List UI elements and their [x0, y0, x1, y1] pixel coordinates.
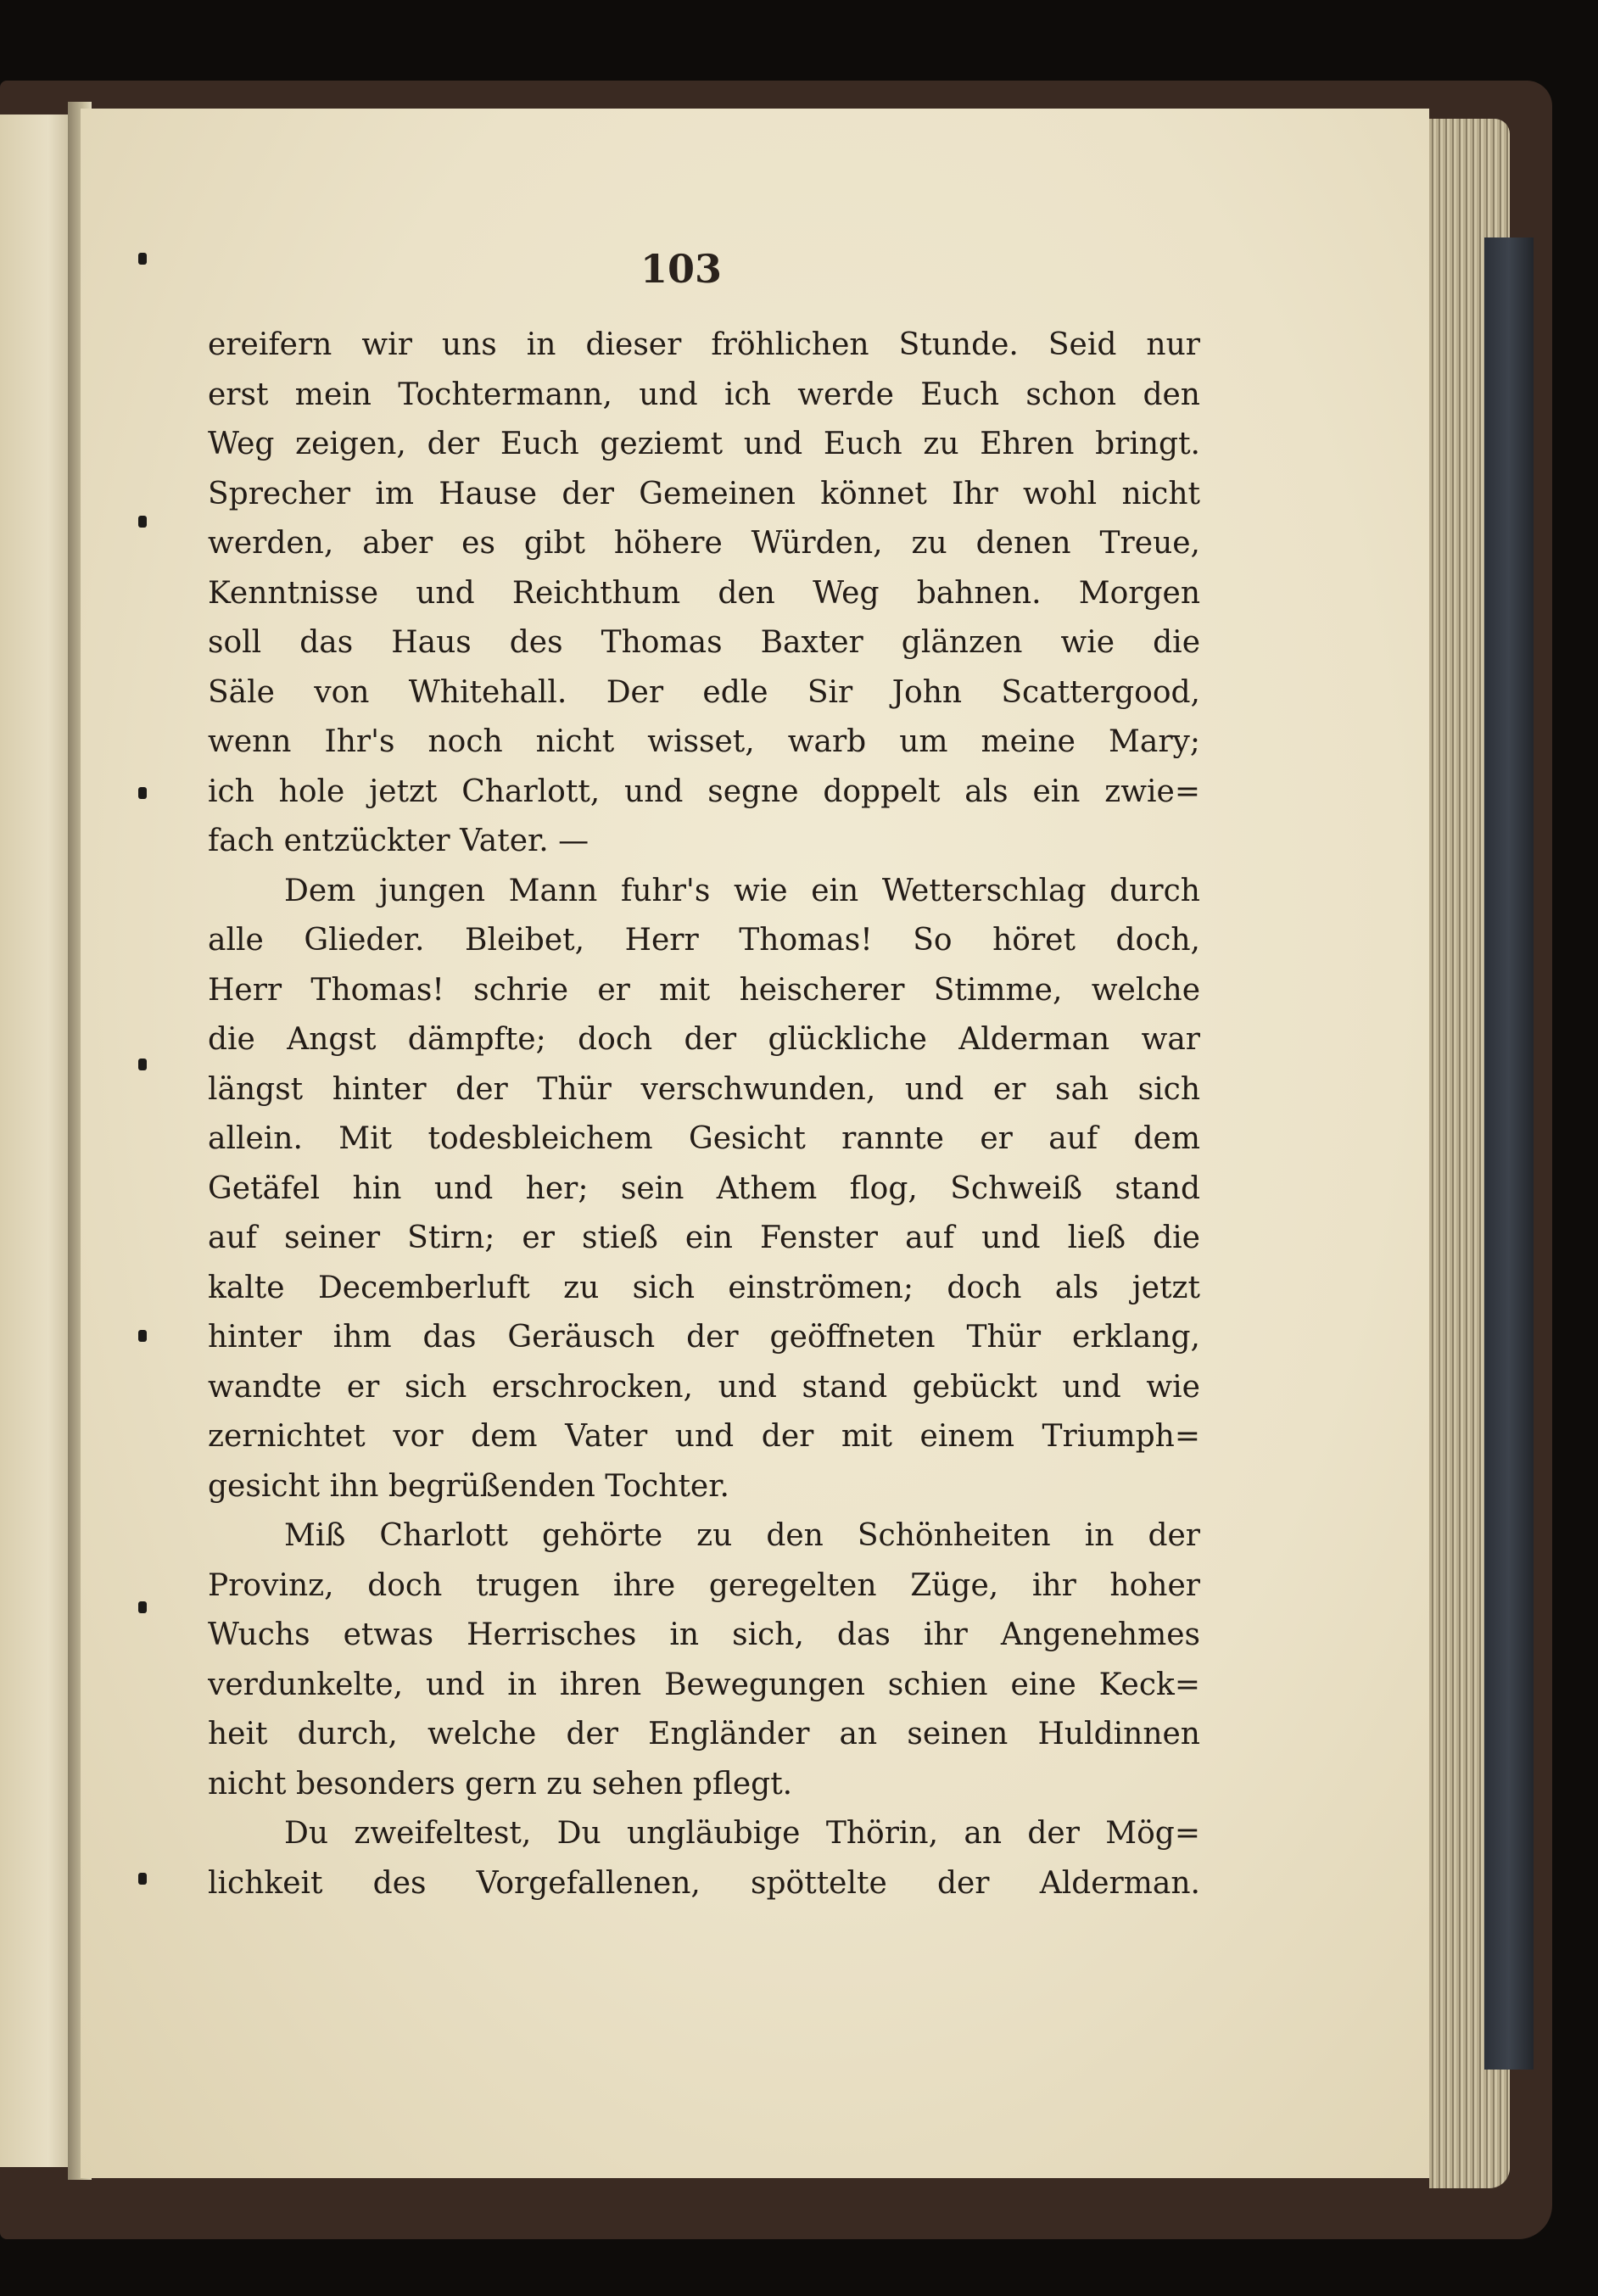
text-line: auf seiner Stirn; er stieß ein Fenster auf und ließ die	[208, 1221, 1200, 1255]
text-line: werden, aber es gibt höhere Würden, zu denen Treue,	[208, 526, 1200, 561]
text-line: Provinz, doch trugen ihre geregelten Züge, ihr hoher	[208, 1567, 1200, 1603]
text-line: Getäfel hin und her; sein Athem flog, Schweiß stand	[208, 1170, 1200, 1206]
text-line: Du zweifeltest, Du ungläubige Thörin, an der Mög=	[284, 1816, 1200, 1851]
text-line: lichkeit des Vorgefallenen, spöttelte der Alderman.	[208, 1865, 1200, 1901]
binding-hole	[138, 1059, 147, 1070]
text-line: Wuchs etwas Herrisches in sich, das ihr Angenehmes	[208, 1617, 1200, 1652]
text-line: kalte Decemberluft zu sich einströmen; doch als jetzt	[208, 1270, 1200, 1305]
text-line: ich hole jetzt Charlott, und segne doppelt als ein zwie=	[208, 774, 1200, 809]
text-line: Miß Charlott gehörte zu den Schönheiten in der	[284, 1518, 1200, 1553]
binding-hole	[138, 516, 147, 528]
text-line: längst hinter der Thür verschwunden, und er sah sich	[208, 1071, 1200, 1107]
text-line: Sprecher im Hause der Gemeinen könnet Ihr wohl nicht	[208, 476, 1200, 511]
binding-hole	[138, 787, 147, 799]
text-line: soll das Haus des Thomas Baxter glänzen wie die	[208, 625, 1200, 660]
binding-hole	[138, 1601, 147, 1613]
text-line: wandte er sich erschrocken, und stand gebückt und wie	[208, 1369, 1200, 1405]
text-line: erst mein Tochtermann, und ich werde Euch schon den	[208, 377, 1200, 412]
text-line: zernichtet vor dem Vater und der mit einem Triumph=	[208, 1419, 1200, 1454]
text-line: hinter ihm das Geräusch der geöffneten Thür erklang,	[208, 1320, 1200, 1355]
text-line: die Angst dämpfte; doch der glückliche Alderman war	[208, 1022, 1200, 1057]
text-line: Kenntnisse und Reichthum den Weg bahnen. Morgen	[208, 575, 1200, 611]
text-line: gesicht ihn begrüßenden Tochter.	[208, 1468, 729, 1504]
binding-hole	[138, 253, 147, 265]
text-line: wenn Ihr's noch nicht wisset, warb um meine Mary;	[208, 724, 1200, 759]
text-line: allein. Mit todesbleichem Gesicht rannte er auf dem	[208, 1121, 1200, 1156]
text-line: verdunkelte, und in ihren Bewegungen schien eine Keck=	[208, 1667, 1200, 1702]
book-spine	[1484, 237, 1534, 2070]
text-line: heit durch, welche der Engländer an seinen Huldinnen	[208, 1717, 1200, 1751]
text-line: nicht besonders gern zu sehen pflegt.	[208, 1766, 793, 1802]
body-text	[208, 321, 1200, 1908]
text-line: Dem jungen Mann fuhr's wie ein Wetterschlag durch	[284, 873, 1200, 908]
page-number: 103	[640, 246, 723, 292]
text-line: Weg zeigen, der Euch geziemt und Euch zu Ehren bringt.	[208, 427, 1200, 461]
text-line: Herr Thomas! schrie er mit heischerer Stimme, welche	[208, 972, 1200, 1008]
binding-hole	[138, 1330, 147, 1342]
binding-hole	[138, 1873, 147, 1885]
text-line: Säle von Whitehall. Der edle Sir John Scattergood,	[208, 674, 1200, 710]
text-line: fach entzückter Vater. —	[208, 824, 589, 858]
text-line: alle Glieder. Bleibet, Herr Thomas! So höret doch,	[208, 923, 1200, 958]
text-line: ereifern wir uns in dieser fröhlichen Stunde. Seid nur	[208, 327, 1200, 362]
